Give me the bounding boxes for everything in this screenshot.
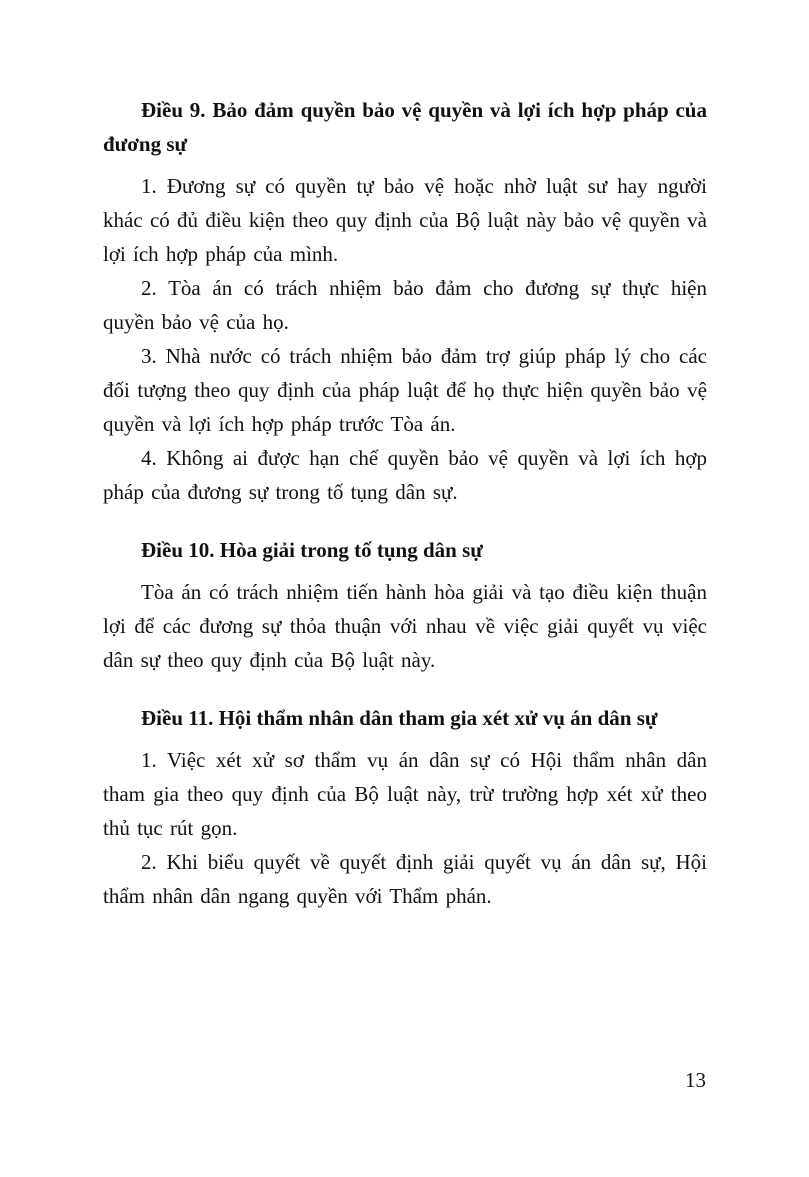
article-paragraph: 1. Việc xét xử sơ thẩm vụ án dân sự có Hội thẩm nhân dân tham gia theo quy định của Bộ luật này, trừ trường hợp xét xử theo thủ tục rút gọn. — [103, 748, 707, 840]
article-paragraph: 3. Nhà nước có trách nhiệm bảo đảm trợ giúp pháp lý cho các đối tượng theo quy định của pháp luật để họ thực hiện quyền bảo vệ quyền và lợi ích hợp pháp trước Tòa án. — [103, 344, 707, 436]
article-heading-10: Điều 10. Hòa giải trong tố tụng dân sự — [141, 538, 483, 562]
article-paragraph: 2. Tòa án có trách nhiệm bảo đảm cho đương sự thực hiện quyền bảo vệ của họ. — [103, 276, 707, 334]
article-heading-11: Điều 11. Hội thẩm nhân dân tham gia xét xử vụ án dân sự — [141, 706, 658, 730]
article-paragraph: 2. Khi biểu quyết về quyết định giải quyết vụ án dân sự, Hội thẩm nhân dân ngang quyền với Thẩm phán. — [103, 850, 707, 908]
article-section-10 — [103, 533, 707, 677]
article-paragraph: 4. Không ai được hạn chế quyền bảo vệ quyền và lợi ích hợp pháp của đương sự trong tố tụng dân sự. — [103, 446, 707, 504]
text-content — [103, 93, 707, 913]
article-section-11 — [103, 701, 707, 913]
article-section-9 — [103, 93, 707, 509]
article-paragraph: Tòa án có trách nhiệm tiến hành hòa giải và tạo điều kiện thuận lợi để các đương sự thỏa thuận với nhau về việc giải quyết vụ việc dân sự theo quy định của Bộ luật này. — [103, 580, 707, 672]
article-heading-9: Điều 9. Bảo đảm quyền bảo vệ quyền và lợi ích hợp pháp của đương sự — [103, 98, 707, 156]
page-number: 13 — [685, 1068, 706, 1092]
article-paragraph: 1. Đương sự có quyền tự bảo vệ hoặc nhờ luật sư hay người khác có đủ điều kiện theo quy định của Bộ luật này bảo vệ quyền và lợi ích hợp pháp của mình. — [103, 174, 707, 266]
